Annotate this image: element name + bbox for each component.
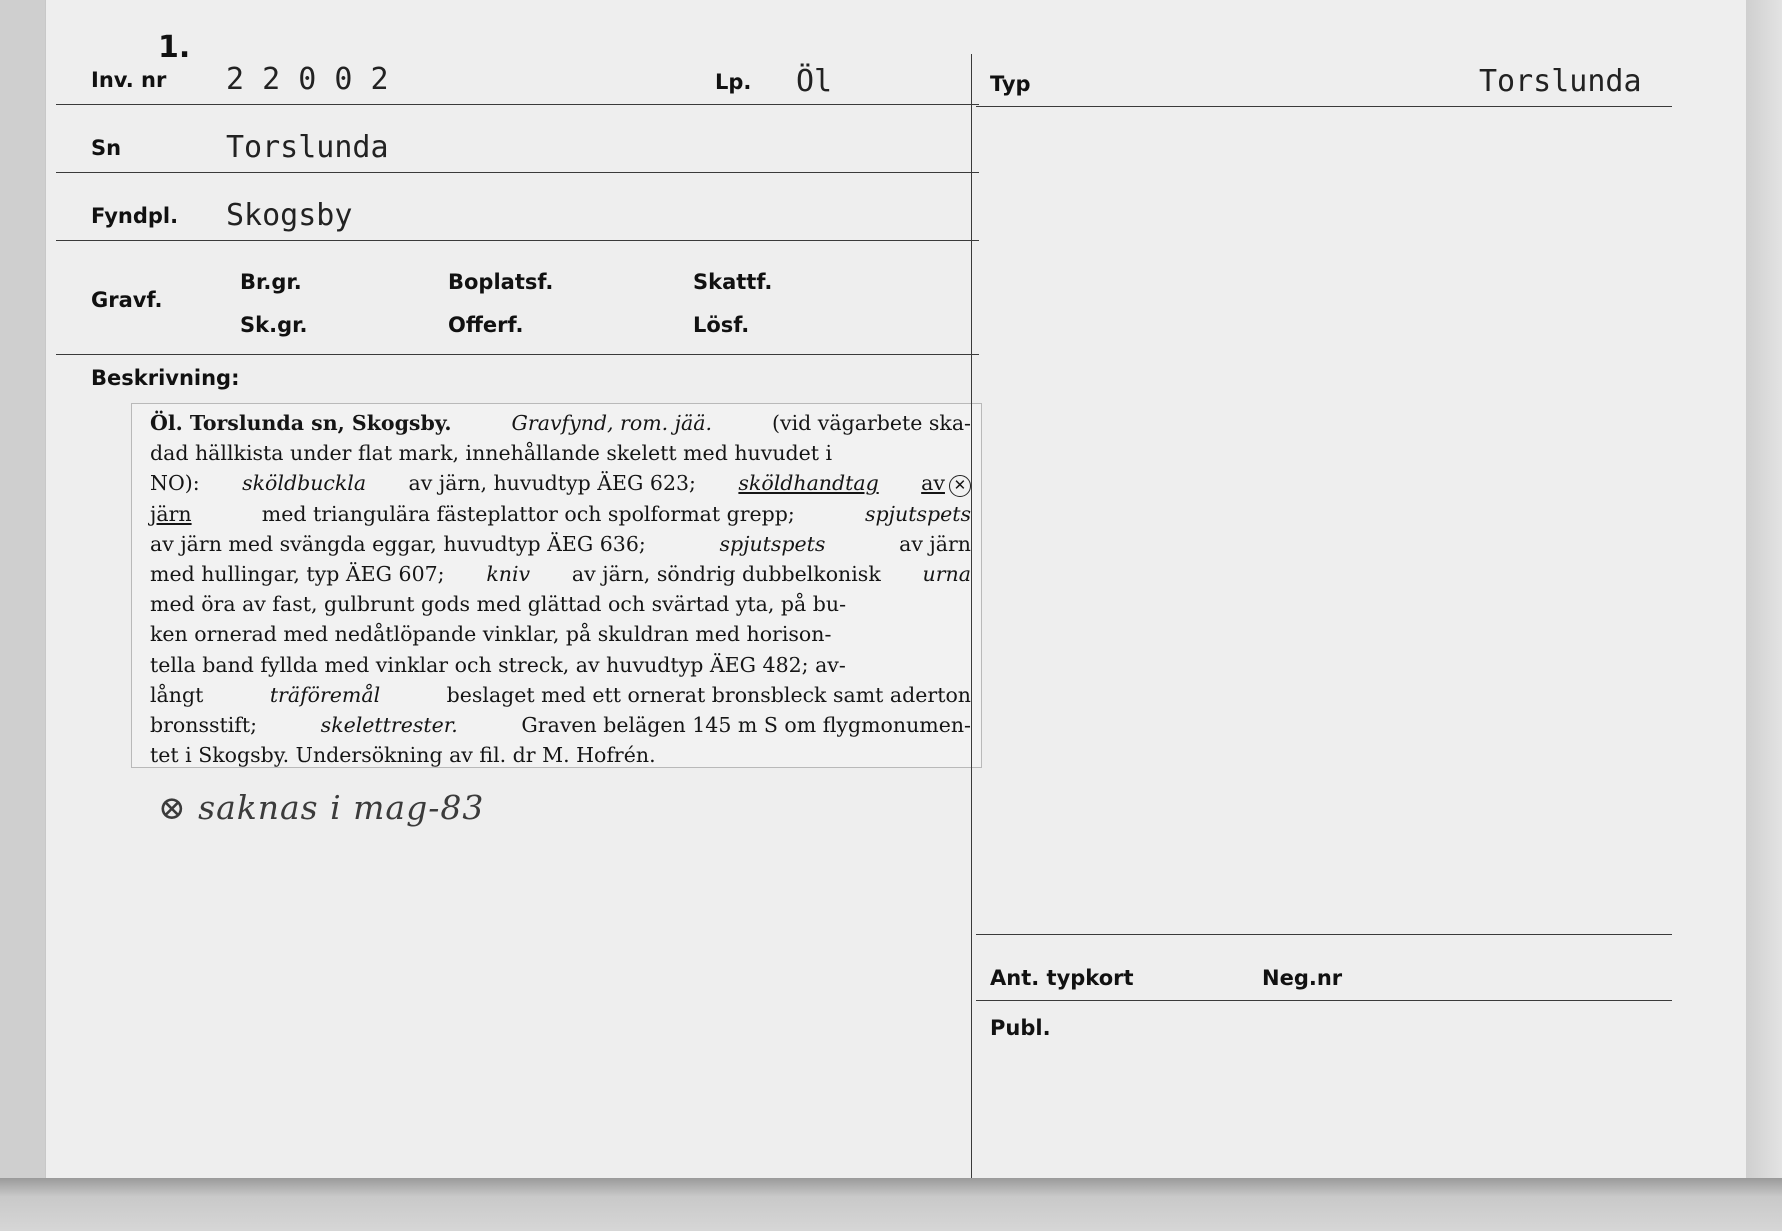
description-text: av järn med svängda eggar, huvudtyp ÄEG 636;: [150, 531, 646, 556]
inv-nr-value: 2 2 0 0 2: [226, 62, 389, 97]
description-italic: spjutspets: [865, 501, 971, 526]
description-text-group: [921, 468, 971, 498]
divider-fyndpl: [56, 240, 979, 241]
card-number-mark: 1.: [158, 30, 191, 65]
gravf-label: Gravf.: [91, 288, 163, 312]
description-text: tella band fyllda med vinklar och streck, av huvudtyp ÄEG 482; av-: [150, 652, 846, 677]
losf-label: Lösf.: [693, 313, 750, 337]
description-text: av järn: [899, 531, 971, 556]
typ-label: Typ: [990, 72, 1031, 96]
find-heading: Öl. Torslunda sn, Skogsby.: [150, 411, 452, 435]
find-category: Gravfynd, rom. jää.: [511, 411, 712, 435]
description-text: tet i Skogsby. Undersökning av fil. dr M. Hofrén.: [150, 743, 656, 768]
fyndpl-label: Fyndpl.: [91, 204, 179, 228]
scan-background-bottom: [0, 1178, 1782, 1231]
description-line: [150, 589, 971, 619]
column-divider: [971, 54, 972, 1178]
skgr-label: Sk.gr.: [240, 313, 308, 337]
offerf-label: Offerf.: [448, 313, 524, 337]
publ-label: Publ.: [990, 1016, 1051, 1040]
description-line: [150, 559, 971, 589]
divider-typ: [976, 106, 1672, 107]
description-line: [150, 499, 971, 529]
ant-typkort-label: Ant. typkort: [990, 966, 1134, 990]
description-italic: träföremål: [269, 682, 381, 707]
description-text: dad hällkista under flat mark, innehållande skelett med huvudet i: [150, 441, 833, 466]
boplatsf-label: Boplatsf.: [448, 270, 554, 294]
description-line: [150, 650, 971, 680]
description-line: [150, 529, 971, 559]
description-line: [150, 680, 971, 710]
divider-typkort: [976, 1000, 1672, 1001]
description-line: [150, 710, 971, 740]
description-text: av: [921, 471, 945, 496]
description-text: bronsstift;: [150, 713, 258, 738]
description-text: av järn, huvudtyp ÄEG 623;: [408, 471, 696, 496]
scan-background-right: [1746, 0, 1782, 1178]
neg-nr-label: Neg.nr: [1262, 966, 1343, 990]
description-text: med öra av fast, gulbrunt gods med glättad och svärtad yta, på bu-: [150, 592, 846, 617]
description-text: med triangulära fästeplattor och spolformat grepp;: [261, 501, 795, 526]
lp-label: Lp.: [715, 70, 752, 94]
divider-sn: [56, 172, 979, 173]
description-line: [150, 438, 971, 468]
description-line: [150, 408, 971, 438]
divider-inv: [56, 104, 979, 105]
circled-x-mark-icon: ✕: [949, 475, 971, 497]
skattf-label: Skattf.: [693, 270, 773, 294]
brgr-label: Br.gr.: [240, 270, 302, 294]
sn-value: Torslunda: [226, 130, 389, 165]
description-text: NO):: [150, 471, 200, 496]
description-text: långt: [150, 682, 204, 707]
handwritten-note: ⊗ saknas i mag-83: [158, 788, 485, 827]
typ-value: Torslunda: [1479, 64, 1642, 99]
description-italic: skelettrester.: [320, 713, 458, 738]
description-text: järn: [150, 501, 192, 526]
description-italic: spjutspets: [719, 531, 826, 556]
divider-typ-area: [976, 934, 1672, 935]
description-text: beslaget med ett ornerat bronsbleck samt aderton: [446, 682, 971, 707]
description-clipping: [131, 403, 982, 768]
description-italic-underlined: sköldhandtag: [738, 471, 879, 496]
description-italic: urna: [922, 562, 971, 587]
description-line: [150, 468, 971, 498]
description-text: (vid vägarbete ska-: [772, 411, 971, 435]
description-italic: kniv: [486, 562, 531, 587]
description-text: ken ornerad med nedåtlöpande vinklar, på skuldran med horison-: [150, 622, 832, 647]
description-line: [150, 619, 971, 649]
catalog-card: [46, 0, 1746, 1178]
beskrivning-label: Beskrivning:: [91, 366, 240, 390]
lp-value: Öl: [796, 64, 833, 99]
sn-label: Sn: [91, 136, 122, 160]
description-line: [150, 740, 971, 770]
description-text: med hullingar, typ ÄEG 607;: [150, 562, 445, 587]
description-text: av järn, söndrig dubbelkonisk: [571, 562, 881, 587]
description-text: Graven belägen 145 m S om flygmonumen-: [521, 713, 971, 738]
inv-nr-label: Inv. nr: [91, 68, 167, 92]
fyndpl-value: Skogsby: [226, 198, 353, 233]
divider-gravf: [56, 354, 979, 355]
description-italic: sköldbuckla: [242, 471, 367, 496]
